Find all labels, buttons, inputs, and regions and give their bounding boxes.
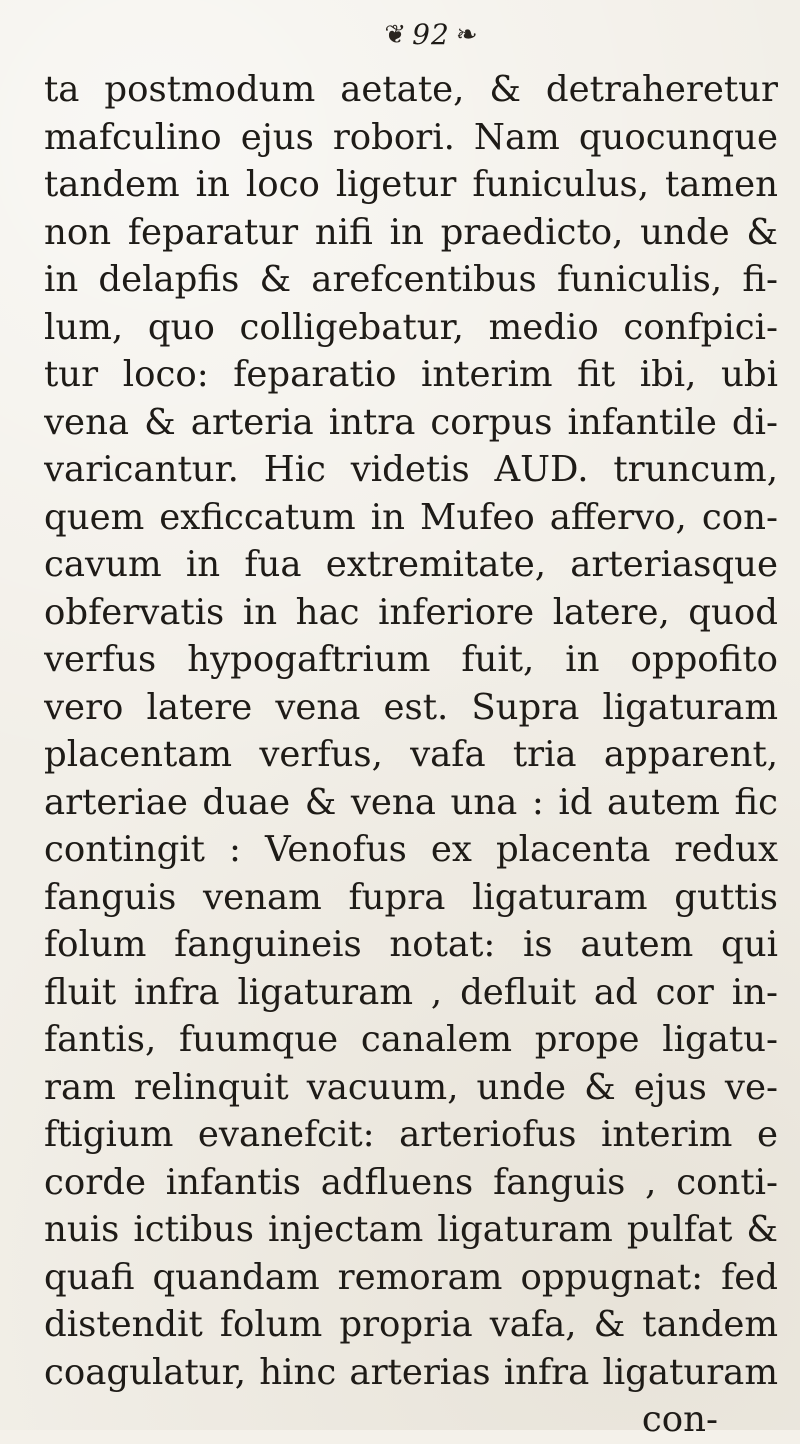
text-line: in delapfis & arefcentibus funiculis, fi- xyxy=(44,259,778,300)
text-line: arteriae duae & vena una : id autem fic xyxy=(44,781,778,823)
text-line: ta postmodum aetate, & detraheretur xyxy=(44,69,778,110)
text-line: distendit folum propria vafa, & tandem xyxy=(44,1304,778,1345)
text-line: placentam verfus, vafa tria apparent, xyxy=(44,734,778,775)
text-line: corde infantis adfluens fanguis , conti- xyxy=(44,1161,778,1203)
text-line: verfus hypogaftrium fuit, in oppofito xyxy=(44,639,778,680)
page-number: 92 xyxy=(412,18,450,51)
text-line: non feparatur nifi in praedicto, unde & xyxy=(44,211,778,253)
text-line: vero latere vena est. Supra ligaturam xyxy=(44,686,778,728)
text-line: ram relinquit vacuum, unde & ejus ve- xyxy=(44,1066,778,1108)
text-line: varicantur. Hic videtis AUD. truncum, xyxy=(44,449,778,490)
page-header xyxy=(84,8,778,62)
ornament-left-icon: ❦ xyxy=(384,20,407,50)
catchword: con- xyxy=(641,1399,718,1440)
text-line: folum fanguineis notat: is autem qui xyxy=(44,924,778,965)
text-line: ftigium evanefcit: arteriofus interim e xyxy=(44,1114,778,1155)
body-text xyxy=(44,66,778,1444)
text-line: quafi quandam remoram oppugnat: fed xyxy=(44,1256,778,1298)
text-line: quem exficcatum in Mufeo affervo, con- xyxy=(44,496,778,538)
text-line: tur loco: feparatio interim fit ibi, ubi xyxy=(44,354,778,395)
text-line: fantis, fuumque canalem prope ligatu- xyxy=(44,1019,778,1060)
text-line: coagulatur, hinc arterias infra ligaturam xyxy=(44,1351,778,1393)
text-line: lum, quo colligebatur, medio confpici- xyxy=(44,306,778,348)
text-line: contingit : Venofus ex placenta redux xyxy=(44,829,778,870)
text-line: tandem in loco ligetur funiculus, tamen xyxy=(44,164,778,205)
text-line: vena & arteria intra corpus infantile di- xyxy=(44,401,778,443)
text-line: fluit infra ligaturam , defluit ad cor in- xyxy=(44,971,778,1013)
text-line: fanguis venam fupra ligaturam guttis xyxy=(44,876,778,918)
text-line: nuis ictibus injectam ligaturam pulfat & xyxy=(44,1209,778,1250)
text-line: obfervatis in hac inferiore latere, quod xyxy=(44,591,778,633)
ornament-right-icon: ❧ xyxy=(455,20,478,50)
text-line: cavum in fua extremitate, arteriasque xyxy=(44,544,778,585)
text-line: mafculino ejus robori. Nam quocunque xyxy=(44,116,778,158)
